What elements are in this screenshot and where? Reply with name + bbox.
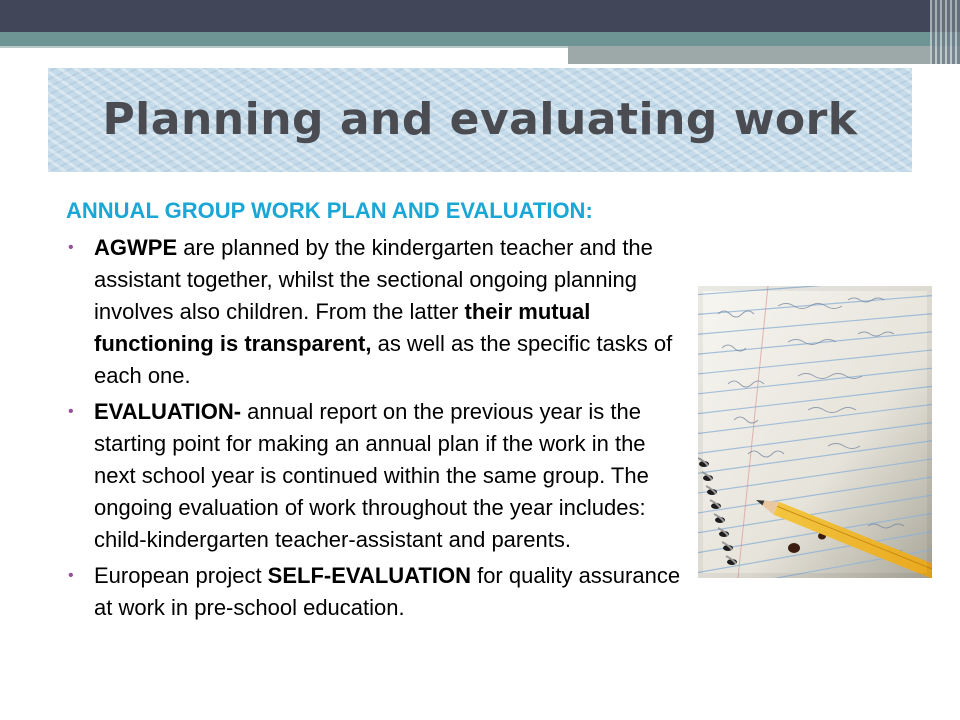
bullet-item-agwpe bbox=[66, 232, 686, 392]
bullet-text: are planned by the kindergarten teacher and the assistant together, whilst the sectional ongoing planning involves also children. From the latter bbox=[94, 235, 653, 324]
top-band-gray bbox=[568, 46, 960, 64]
bullet-text: for quality assurance at work in pre-school education. bbox=[94, 563, 681, 620]
section-heading: ANNUAL GROUP WORK PLAN AND EVALUATION: bbox=[66, 198, 593, 223]
slide-content bbox=[66, 196, 686, 628]
bullet-dot-icon: • bbox=[68, 403, 74, 420]
bullet-bold-text: their mutual functioning is transparent, bbox=[94, 299, 591, 356]
bullet-text: as well as the specific tasks of each one. bbox=[94, 331, 673, 388]
top-band-stripes bbox=[930, 0, 960, 64]
notebook-pencil-photo bbox=[698, 286, 932, 578]
bullet-bold-text: AGWPE bbox=[94, 235, 178, 260]
top-band-teal bbox=[0, 32, 960, 46]
title-banner bbox=[48, 68, 912, 172]
notebook-pencil-icon bbox=[698, 286, 932, 578]
bullet-dot-icon: • bbox=[68, 239, 74, 256]
top-band-light bbox=[0, 46, 568, 48]
bullet-bold-text: EVALUATION- bbox=[94, 399, 242, 424]
bullet-item-european-project bbox=[66, 560, 686, 624]
top-band-dark bbox=[0, 0, 960, 32]
bullet-dot-icon: • bbox=[68, 567, 74, 584]
bullet-text: annual report on the previous year is the starting point for making an annual plan if the work in the next school year is continued within the same group. The ongoing evaluation of work throughout the year includes: child-kindergarten teacher-assistant and parents. bbox=[94, 399, 649, 552]
slide-title: Planning and evaluating work bbox=[102, 94, 858, 145]
bullet-item-evaluation bbox=[66, 396, 686, 556]
bullet-text: European project bbox=[94, 563, 268, 588]
bullet-bold-text: SELF-EVALUATION bbox=[267, 563, 471, 588]
